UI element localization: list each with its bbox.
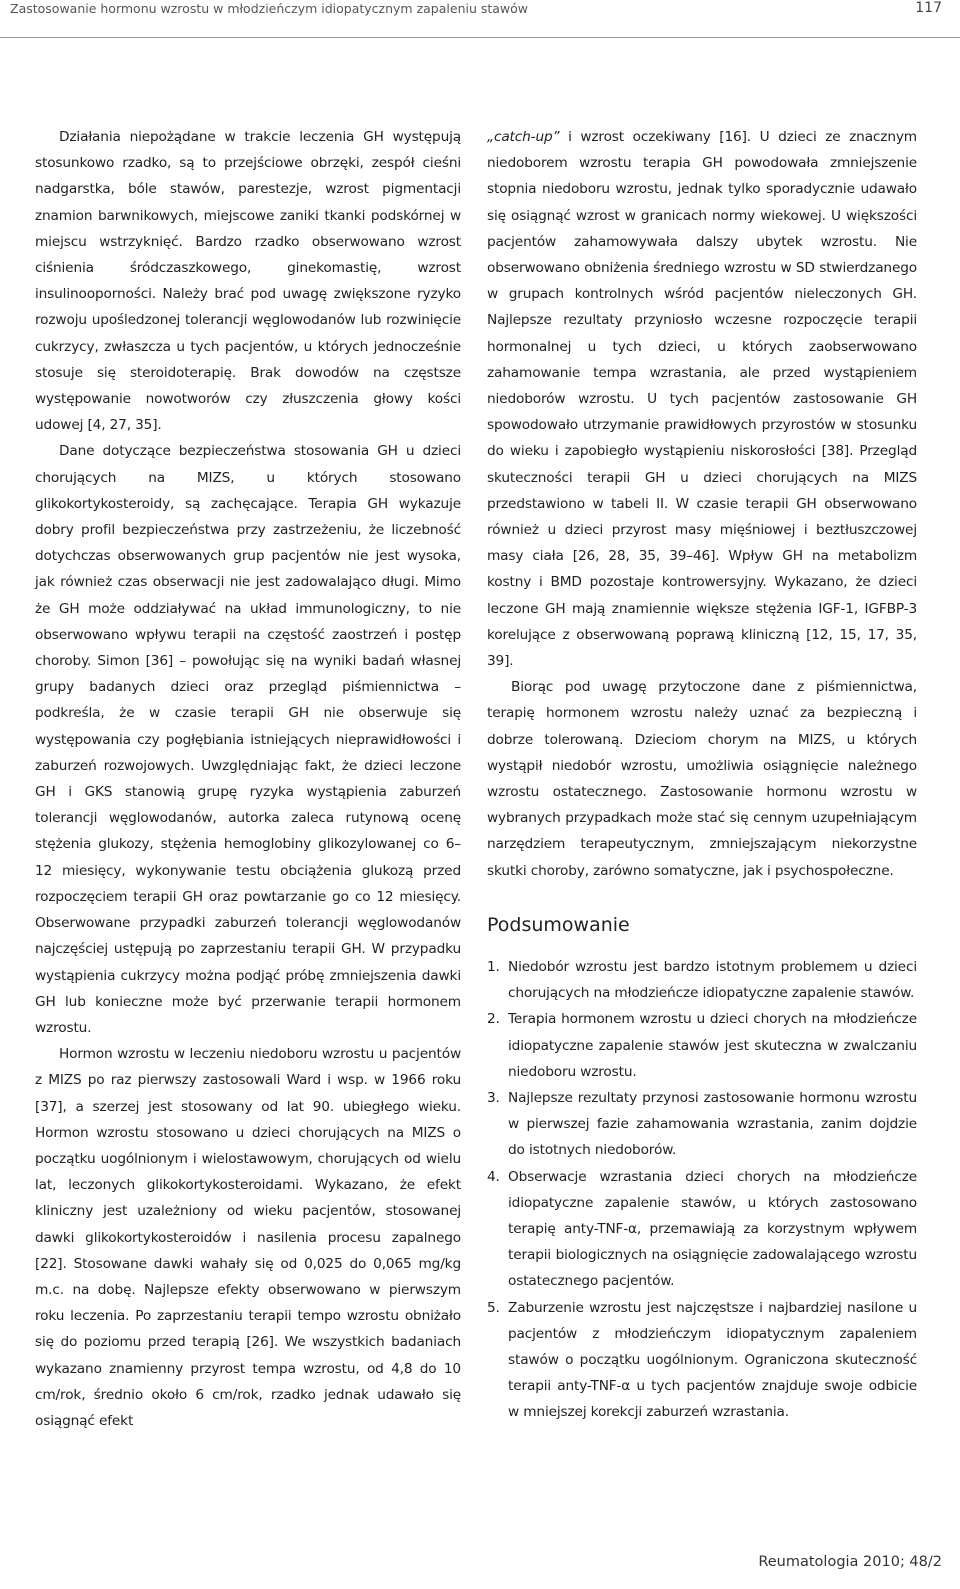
- summary-item-text: Niedobór wzrostu jest bardzo istotnym problemem u dzieci chorujących na młodzieńcze idiopatyczne zapalenie stawów.: [508, 958, 917, 1002]
- paragraph-adverse-effects: Działania niepożądane w trakcie leczenia GH występują stosunkowo rzadko, są to przejściowe obrzęki, zespół cieśni nadgarstka, bóle stawów, parestezje, wzrost pigmentacji znamion barwnikowych, miejscowe zaniki tkanki podskórnej w miejscu wstrzyknięć. Bardzo rzadko obserwowano wzrost ciśnienia śródczaszkowego, ginekomastię, wzrost insulinooporności. Należy brać pod uwagę zwiększone ryzyko rozwoju upośledzonej tolerancji węglowodanów lub rozwinięcie cukrzycy, zwłaszcza u tych pacjentów, u których jednocześnie stosuje się steroidoterapię. Brak dowodów na częstsze występowanie nowotworów czy złuszczenia głowy kości udowej [4, 27, 35].: [35, 129, 461, 434]
- right-column: [487, 124, 917, 1426]
- summary-item: [487, 1085, 917, 1164]
- running-header: [0, 0, 960, 38]
- summary-item: [487, 1295, 917, 1426]
- summary-item: [487, 1006, 917, 1085]
- paragraph-continuation: [487, 124, 917, 674]
- summary-item-text: Zaburzenie wzrostu jest najczęstsze i najbardziej nasilone u pacjentów z młodzieńczym idiopatycznym zapaleniem stawów o początku uogólnionym. Ograniczona skuteczność terapii anty-TNF-α u tych pacjentów znajduje swoje odbicie w mniejszej korekcji zaburzeń wzrastania.: [508, 1299, 917, 1421]
- summary-item: [487, 1164, 917, 1295]
- catch-up-term: „catch-up”: [487, 129, 560, 145]
- section-title-summary: Podsumowanie: [487, 913, 630, 936]
- paragraph-safety-data: Dane dotyczące bezpieczeństwa stosowania GH u dzieci chorujących na MIZS, u których stosowano glikokortykosteroidy, są zachęcające. Terapia GH wykazuje dobry profil bezpieczeństwa przy zastrzeżeniu, że liczebność dotychczas obserwowanych grup pacjentów nie jest wysoka, jak również czas obserwacji nie jest zadowalająco długi. Mimo że GH może oddziaływać na układ immunologiczny, to nie obserwowano wpływu terapii na częstość zaostrzeń i postęp choroby. Simon [36] – powołując się na wyniki badań własnej grupy badanych dzieci oraz przegląd piśmiennictwa – podkreśla, że w czasie terapii GH nie obserwuje się występowania czy pogłębiania istniejących nieprawidłowości i zaburzeń rozwojowych. Uwzględniając fakt, że dzieci leczone GH i GKS stanowią grupę ryzyka wystąpienia zaburzeń tolerancji węglowodanów, autorka zaleca rutynową ocenę stężenia glukozy, stężenia hemoglobiny glikozylowanej co 6–12 miesięcy, wykonywanie testu obciążenia glukozą przed rozpoczęciem terapii GH oraz powtarzanie go co 12 miesięcy. Obserwowane przypadki zaburzeń tolerancji węglowodanów najczęściej ustępują po zaprzestaniu terapii GH. W przypadku wystąpienia cukrzycy można podjąć próbę zmniejszenia dawki GH lub konieczne może być przerwanie terapii hormonem wzrostu.: [35, 443, 461, 1036]
- summary-item-number: 5.: [487, 1299, 500, 1316]
- summary-item-text: Terapia hormonem wzrostu u dzieci chorych na młodzieńcze idiopatyczne zapalenie stawów jest skuteczna w zwalczaniu niedoboru wzrostu.: [508, 1011, 917, 1080]
- summary-list: [487, 954, 917, 1426]
- page-number: 117: [915, 0, 942, 16]
- left-column: [35, 124, 461, 1434]
- paragraph-gh-history: Hormon wzrostu w leczeniu niedoboru wzrostu u pacjentów z MIZS po raz pierwszy zastosowali Ward i wsp. w 1966 roku [37], a szerzej jest stosowany od lat 90. ubiegłego wieku. Hormon wzrostu stosowano u dzieci chorujących na MIZS o początku uogólnionym i wielostawowym, chorujących od wielu lat, leczonych glikokortykosteroidami. Wykazano, że efekt kliniczny jest uzależniony od wieku pacjentów, stosowanej dawki glikokortykosteroidów i nasilenia procesu zapalnego [22]. Stosowane dawki wahały się od 0,025 do 0,065 mg/kg m.c. na dobę. Najlepsze efekty obserwowano w pierwszym roku leczenia. Po zaprzestaniu terapii tempo wzrostu obniżało się do poziomu przed terapią [26]. We wszystkich badaniach wykazano znamienny przyrost tempa wzrostu, od 4,8 do 10 cm/rok, średnio około 6 cm/rok, rzadko jednak udawało się osiągnąć efekt: [35, 1046, 461, 1429]
- summary-item-text: Obserwacje wzrastania dzieci chorych na młodzieńcze idiopatyczne zapalenie stawów, u których zastosowano terapię anty-TNF-α, przemawiają za korzystnym wpływem terapii biologicznych na osiągnięcie zadowalającego wzrostu ostatecznego pacjentów.: [508, 1168, 917, 1290]
- summary-item-number: 1.: [487, 958, 500, 975]
- summary-item-number: 2.: [487, 1011, 500, 1028]
- paragraph-conclusion: Biorąc pod uwagę przytoczone dane z piśmiennictwa, terapię hormonem wzrostu należy uznać za bezpieczną i dobrze tolerowaną. Dzieciom chorym na MIZS, u których wystąpił niedobór wzrostu, umożliwia osiągnięcie należnego wzrostu ostatecznego. Zastosowanie hormonu wzrostu w wybranych przypadkach może stać się cennym uzupełniającym narzędziem terapeutycznym, zmniejszającym niekorzystne skutki choroby, zarówno somatyczne, jak i psychospołeczne.: [487, 679, 917, 879]
- running-title: Zastosowanie hormonu wzrostu w młodzieńczym idiopatycznym zapaleniu stawów: [10, 1, 529, 16]
- summary-item-text: Najlepsze rezultaty przynosi zastosowanie hormonu wzrostu w pierwszej fazie zahamowania wzrastania, zanim dojdzie do istotnych niedoborów.: [508, 1089, 917, 1159]
- continuation-text: i wzrost oczekiwany [16]. U dzieci ze znacznym niedoborem wzrostu terapia GH powodowała zmniejszenie stopnia niedoboru wzrostu, jednak tylko sporadycznie udawało się osiągnąć wzrost w granicach normy wiekowej. U większości pacjentów zahamowywała dalszy ubytek wzrostu. Nie obserwowano obniżenia średniego wzrostu w SD stwierdzanego w grupach kontrolnych wśród pacjentów nieleczonych GH. Najlepsze rezultaty przyniosło wczesne rozpoczęcie terapii hormonalnej u tych dzieci, u których zaobserwowano zahamowanie tempa wzrastania, ale przed wystąpieniem niedoborów wzrostu. U tych pacjentów zastosowanie GH spowodowało utrzymanie prawidłowych przyrostów w stosunku do wieku i zapobiegło wystąpieniu niskorosłości [38]. Przegląd skuteczności terapii GH u dzieci chorujących na MIZS przedstawiono w tabeli II. W czasie terapii GH obserwowano również u dzieci przyrost masy mięśniowej i beztłuszczowej masy ciała [26, 28, 35, 39–46]. Wpływ GH na metabolizm kostny i BMD pozostaje kontrowersyjny. Wykazano, że dzieci leczone GH mają znamiennie większe stężenia IGF-1, IGFBP-3 korelujące z obserwowaną poprawą kliniczną [12, 15, 17, 35, 39].: [487, 129, 917, 670]
- summary-item-number: 4.: [487, 1168, 500, 1185]
- summary-item: [487, 954, 917, 1006]
- summary-item-number: 3.: [487, 1089, 500, 1106]
- journal-footer: Reumatologia 2010; 48/2: [758, 1554, 942, 1570]
